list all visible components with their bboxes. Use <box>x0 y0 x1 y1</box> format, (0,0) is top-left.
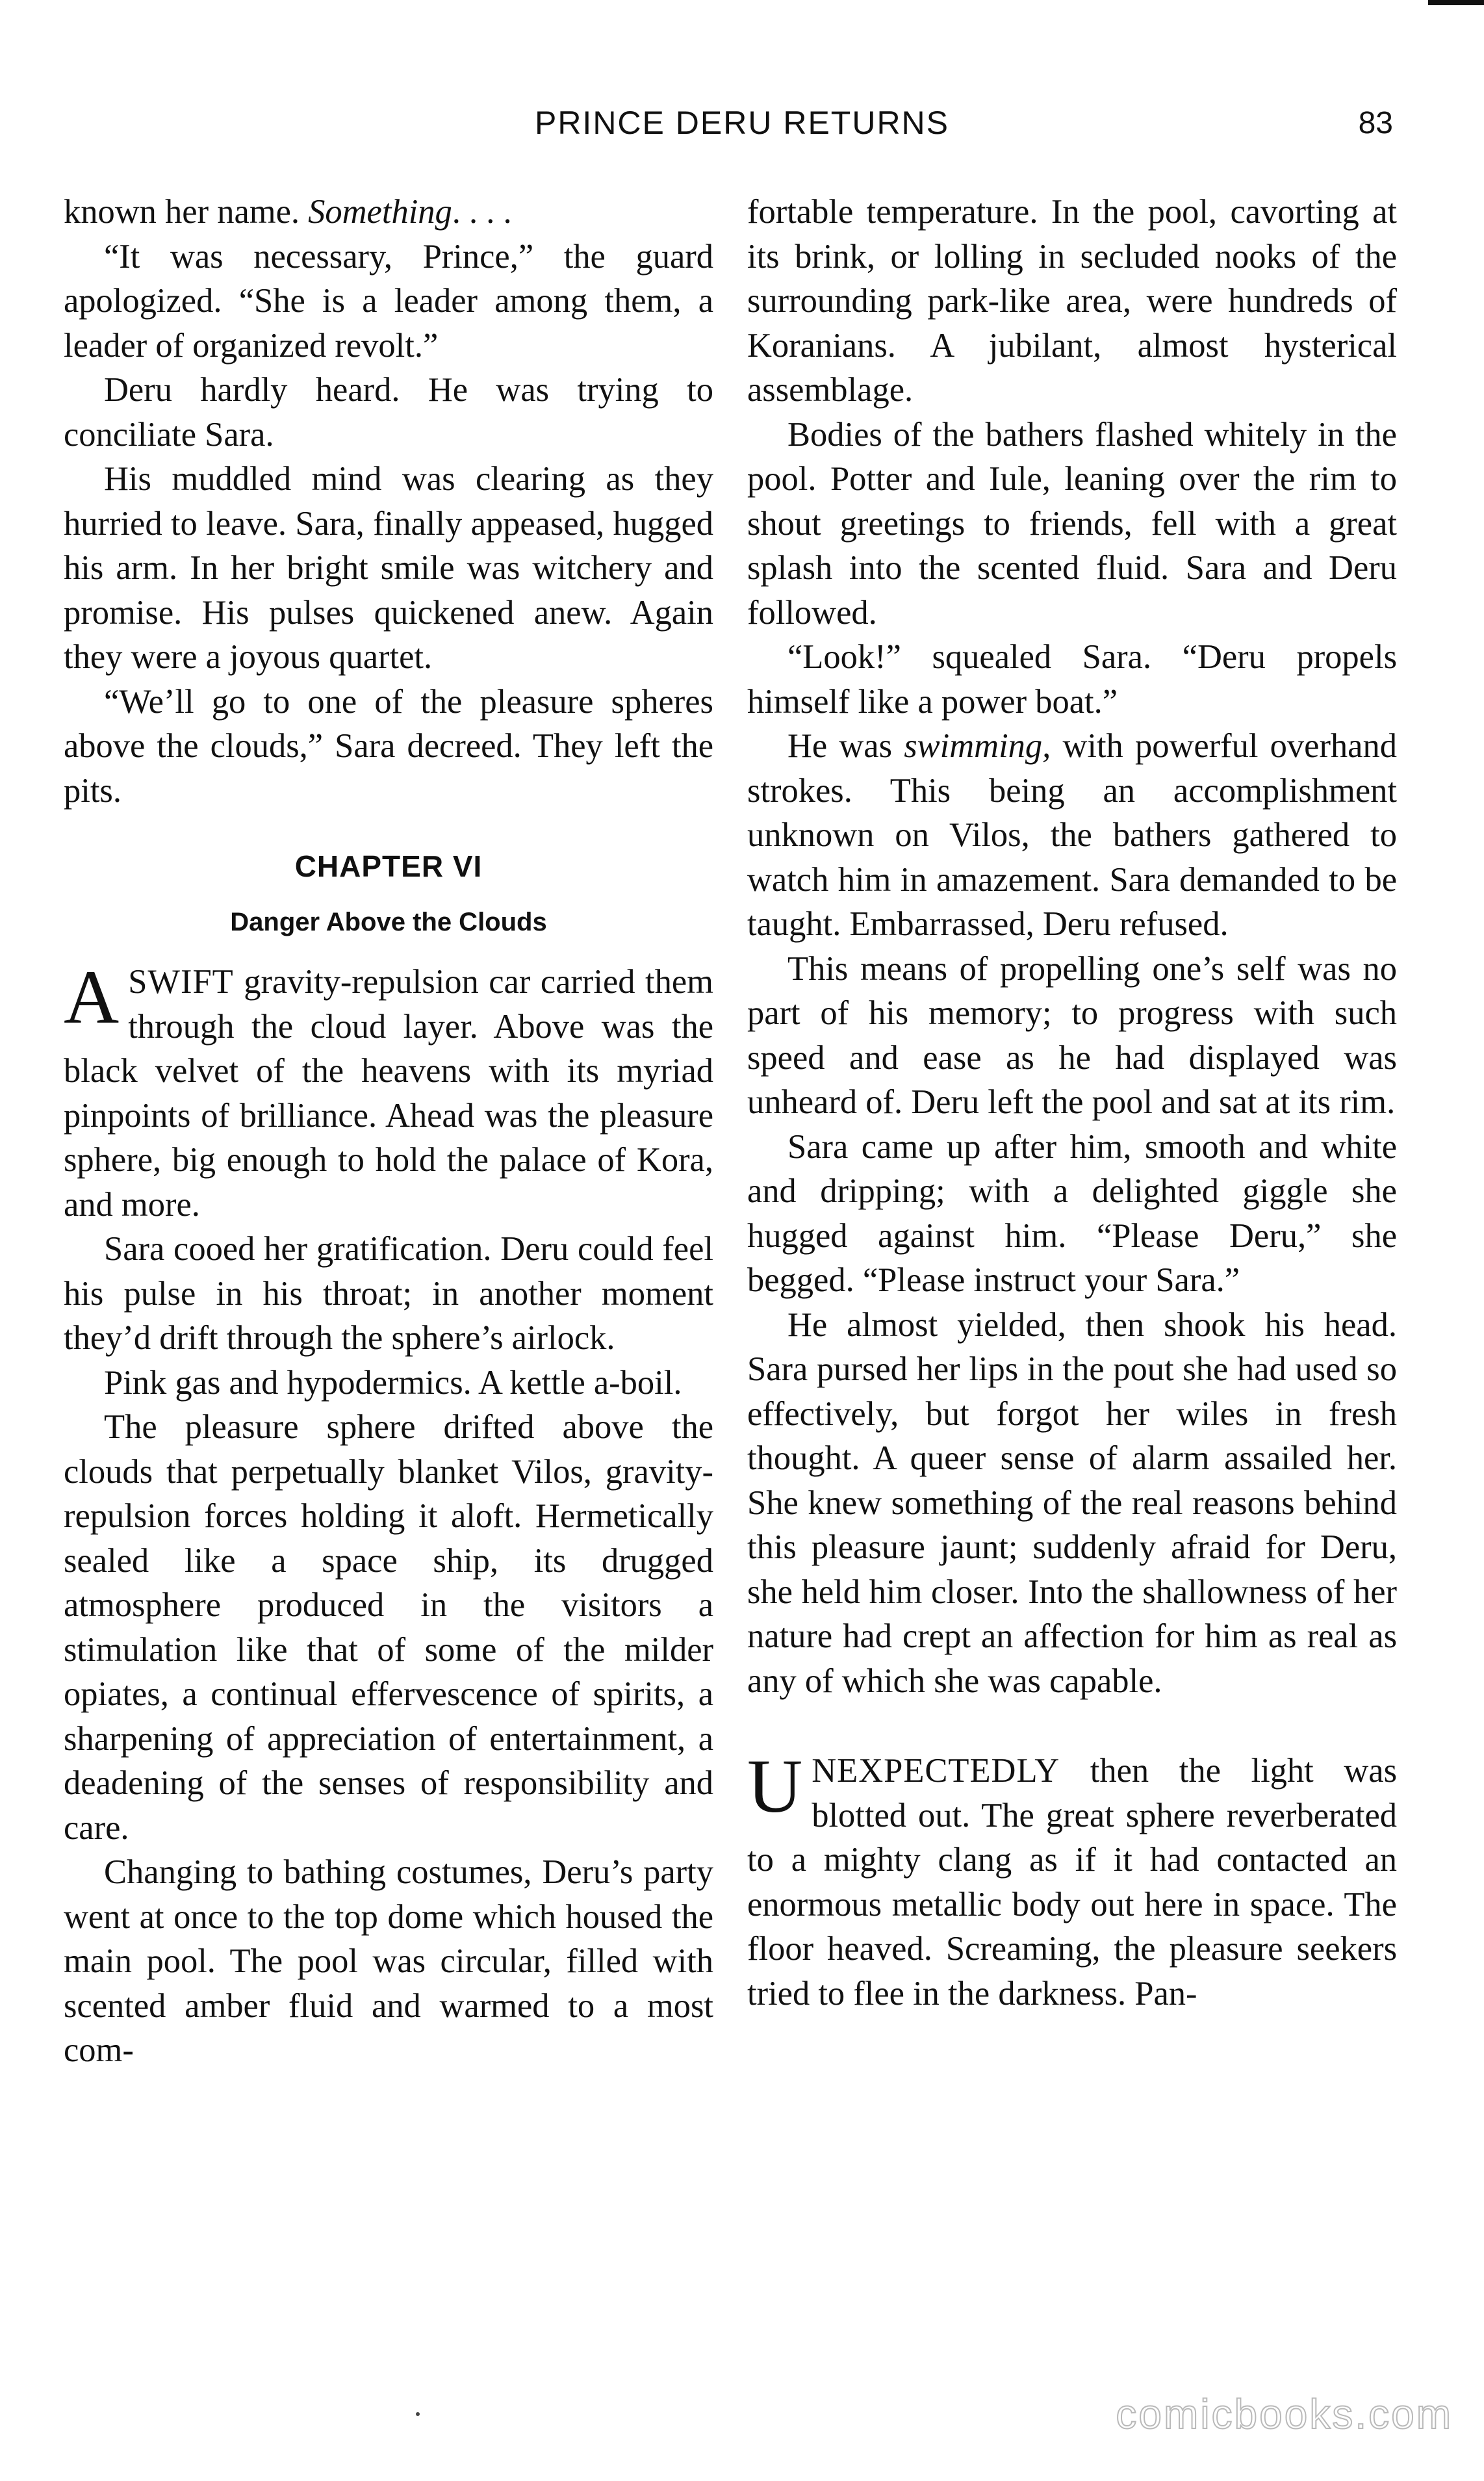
paragraph: fortable temperature. In the pool, cavorting at its brink, or lolling in secluded nooks of the surrounding park-like area, were hundreds of Koranians. A jubilant, almost hysterical assemblage. <box>747 193 1397 409</box>
paragraph: He was swimming, with powerful overhand strokes. This being an accomplishment unknown on Vilos, the bathers gathered to watch him in amazement. Sara demanded to be taught. Embarrassed, Deru refused. <box>747 727 1397 943</box>
running-title: PRINCE DERU RETURNS <box>534 105 950 141</box>
section-break <box>747 1703 1397 1749</box>
paragraph: His muddled mind was clearing as they hurried to leave. Sara, finally appeased, hugged his arm. In her bright smile was witchery and promise. His pulses quickened anew. Again they were a joyous quartet. <box>64 460 713 676</box>
left-column <box>64 190 713 2073</box>
page-number: 83 <box>1358 106 1393 140</box>
drop-cap: A <box>64 955 120 1040</box>
paragraph: “We’ll go to one of the pleasure spheres above the clouds,” Sara decreed. They left the pits. <box>64 682 713 810</box>
right-column <box>747 190 1397 2016</box>
italic-word: Something <box>308 193 452 231</box>
paragraph: “Look!” squealed Sara. “Deru propels himself like a power boat.” <box>747 638 1397 721</box>
paragraph: Pink gas and hypodermics. A kettle a-boil. <box>104 1363 682 1402</box>
paragraph: Sara cooed her gratification. Deru could feel his pulse in his throat; in another moment they’d drift through the sphere’s airlock. <box>64 1230 713 1357</box>
drop-cap: U <box>747 1743 803 1829</box>
paragraph: “It was necessary, Prince,” the guard apologized. “She is a leader among them, a leader of organized revolt.” <box>64 237 713 365</box>
chapter-subtitle: Danger Above the Clouds <box>230 908 547 936</box>
paragraph-dropcap: ASWIFT gravity-repulsion car carried them through the cloud layer. Above was the black velvet of the heavens with its myriad pinpoints of brilliance. Ahead was the pleasure sphere, big enough to hold the palace of Kora, and more. <box>64 955 713 1224</box>
chapter-heading: CHAPTER VI <box>294 849 483 883</box>
corner-mark <box>1428 0 1484 5</box>
site-watermark: comicbooks.com <box>1116 2391 1453 2437</box>
paragraph: This means of propelling one’s self was no part of his memory; to progress with such speed and ease as he had displayed was unheard of. Deru left the pool and sat at its rim. <box>747 949 1397 1121</box>
paragraph: He almost yielded, then shook his head. Sara pursed her lips in the pout she had used so effectively, but forgot her wiles in fresh thought. A queer sense of alarm assailed her. She knew something of the real reasons behind this pleasure jaunt; suddenly afraid for Deru, she held him closer. Into the shallowness of her nature had crept an affection for him as real as any of which she was capable. <box>747 1305 1397 1700</box>
paragraph: The pleasure sphere drifted above the clouds that perpetually blanket Vilos, gravity-repulsion forces holding it aloft. Hermetically sealed like a space ship, its drugged atmosphere produced in the visitors a stimulation like that of some of the milder opiates, a continual effervescence of spirits, a sharpening of appreciation of entertainment, a deadening of the senses of responsibility and care. <box>64 1408 713 1847</box>
paragraph: Bodies of the bathers flashed whitely in the pool. Potter and Iule, leaning over the rim to shout greetings to friends, fell with a great splash into the scented fluid. Sara and Deru followed. <box>747 415 1397 632</box>
running-head <box>0 104 1484 143</box>
paragraph: Sara came up after him, smooth and white and dripping; with a delighted giggle she hugged against him. “Please Deru,” she begged. “Please instruct your Sara.” <box>747 1127 1397 1299</box>
paragraph: known her name. Something. . . . <box>64 193 512 231</box>
print-speck <box>416 2412 420 2416</box>
paragraph: Changing to bathing costumes, Deru’s party went at once to the top dome which housed the main pool. The pool was circular, filled with scented amber fluid and warmed to a most com- <box>64 1853 713 2069</box>
italic-word: swimming, <box>904 727 1051 765</box>
paragraph: Deru hardly heard. He was trying to conciliate Sara. <box>64 371 713 454</box>
paragraph-dropcap: UNEXPECTEDLY then the light was blotted out. The great sphere reverberated to a mighty clang as if it had contacted an enormous metallic body out here in space. The floor heaved. Screaming, the pleasure seekers tried to flee in the darkness. Pan- <box>747 1743 1397 2012</box>
